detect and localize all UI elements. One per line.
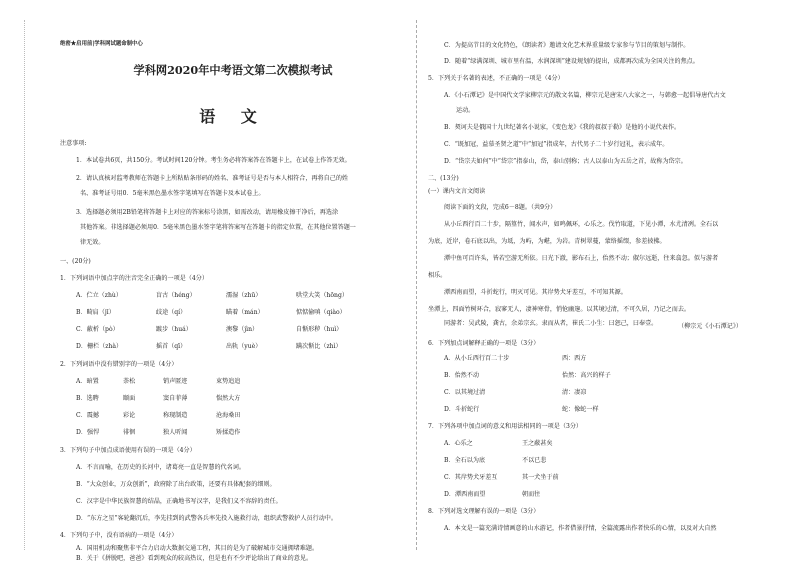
q7-b-1: B．全石以为底 (444, 457, 486, 464)
passage-line: 从小丘西行百二十步，隔篁竹，闻水声，如鸣佩环，心乐之。伐竹取道，下见小潭，水尤清冽。全石以 (444, 221, 719, 228)
q7-a-1: A．心乐之 (444, 440, 473, 447)
q1-d-3: 出轨（yuè） (226, 343, 262, 350)
q5-b: B．契诃夫是俄国十九世纪著名小说家，《变色龙》《我的叔叔于勒》是他的小说代表作。 (444, 124, 681, 131)
q6-a-meaning: 西：西方 (562, 355, 587, 362)
q6-b-text: B．佁然不动 (444, 372, 479, 379)
section1-heading: 一、(20分) (60, 258, 91, 265)
q3-d: D．“东方之星”客轮翻沉后，李先挂到的武警各兵率先投入施救行动，组织武警救护人员行动中。 (76, 515, 337, 522)
column-divider (416, 20, 417, 550)
q2-a-1: A．暗置 (76, 378, 99, 385)
q1-a-1: A．伫立（zhù） (76, 292, 122, 299)
q6-d-text: D．斗折蛇行 (444, 406, 480, 413)
q2-b-3: 窦自菲薄 (163, 395, 188, 402)
q2-stem: 2．下列词语中没有错别字的一项是（4分） (60, 361, 178, 368)
q1-d-2: 摇首（qī） (156, 343, 187, 350)
q1-stem: 1．下列词语中加点字的注音完全正确的一项是（4分） (60, 275, 208, 282)
q2-b-1: B．选聘 (76, 395, 99, 402)
note-3a: 3．选择题必须用2B铅笔将答题卡上对应的答案标号涂黑，如需改动，请用橡皮擦干净后，再选涂 (76, 209, 339, 216)
q2-d-4: 矫揉造作 (216, 429, 241, 436)
q4-stem: 4．下列句子中，没有语病的一项是（4分） (60, 532, 178, 539)
q6-stem: 6．下列加点词解释正确的一项是（3分） (428, 340, 540, 347)
q5-d: D．“岱宗夫如何”中“岱宗”指泰山，岱，泰山别称；古人以泰山为五岳之首，故称为岱宗。 (444, 158, 687, 165)
subsection-heading: (一）课内文言文阅读 (428, 188, 486, 195)
q1-b-2: 歧途（qí） (156, 309, 187, 316)
secret-mark: 绝密★启用前|学科网试题命制中心 (60, 41, 143, 47)
passage-line: 同游者：吴武陵，龚古，余弟宗玄。隶而从者，崔氏二小生：曰恕己，曰奉壹。 (444, 320, 658, 327)
q6-d-meaning: 蛇：像蛇一样 (562, 406, 599, 413)
q3-a: A．不言而喻，在历史的长河中，诸葛亮一直是智慧的代名词。 (76, 464, 245, 471)
note-2b: 名、准考证号用0．5毫米黑色墨水签字笔填写在答题卡及本试卷上。 (80, 190, 265, 197)
q1-c-2: 踱步（huá） (156, 326, 192, 333)
q7-c-2: 其一犬坐于前 (522, 474, 559, 481)
q1-a-3: 濡湿（zhū） (226, 292, 262, 299)
q2-d-3: 独人听闻 (163, 429, 188, 436)
q2-c-4: 沧海桑田 (216, 412, 241, 419)
q4-c: C．为提高节目的文化特色，《朗读者》邀请文化艺术界重量级专家参与节目的策划与制作。 (444, 42, 690, 49)
q2-c-1: C．震撼 (76, 412, 99, 419)
q7-d-2: 朝而往 (522, 491, 541, 498)
q2-d-2: 徘徊 (123, 429, 136, 436)
q5-stem: 5．下列关于名著的表述，不正确的一项是（4分） (428, 75, 564, 82)
q7-c-1: C．其岸势犬牙差互 (444, 474, 498, 481)
note-3c: 律无效。 (80, 239, 105, 246)
q2-c-3: 称现制造 (163, 412, 188, 419)
q6-c-text: C．以其境过清 (444, 389, 486, 396)
q4-a: A．国用机动和聚焦非平合力启动大数据交通工程，其目的是为了破解城市交通拥堵难题。 (76, 545, 319, 552)
passage-line: 为底，近岸，卷石底以出，为坻，为屿，为嵁，为岩。青树翠蔓，蒙络摇缀，参差披拂。 (428, 238, 666, 245)
q8-stem: 8．下列对选文理解有误的一项是（3分） (428, 508, 540, 515)
q2-a-2: 荼松 (123, 378, 136, 385)
q2-a-4: 束势追追 (216, 378, 241, 385)
subject-title: 语 文 (199, 107, 267, 126)
q7-b-2: 不以已悲 (522, 457, 547, 464)
note-3b: 其他答案。非选择题必须用0．5毫米黑色墨水签字笔将答案写在答题卡的指定位置，在其他位置答题一 (80, 224, 356, 231)
q1-c-1: C．蔽析（pò） (76, 326, 119, 333)
q4-b: B．关于《拼脱吧，爸爸》看到观众的较高热议，但是也有不少评论给出了商业的意见。 (76, 555, 313, 562)
q6-c-meaning: 清：凄凉 (562, 389, 587, 396)
passage-line: 坐潭上，四面竹树环合，寂寥无人，凄神寒骨，悄怆幽邃。以其境过清，不可久居，乃记之而去。 (428, 306, 691, 313)
q7-d-1: D．潭西南而望 (444, 491, 486, 498)
q2-b-2: 颐面 (123, 395, 136, 402)
q5-c: C．“既加冠，益慕圣贤之道”中“加冠”指成年，古代男子二十岁行冠礼，表示成年。 (444, 141, 669, 148)
note-1: 1．本试卷共6页，共150分。考试时间120分钟。考生务必将答案答在答题卡上，在试卷上作答无效。 (76, 157, 351, 164)
binding-line (24, 20, 25, 550)
q1-c-4: 自惭形秽（huì） (296, 326, 343, 333)
q2-c-2: 彩论 (123, 412, 136, 419)
passage-source: （柳宗元《小石潭记》） (678, 323, 742, 330)
note-2a: 2．请认真核对监考教师在答题卡上所粘贴条形码的姓名、准考证号是否与本人相符合，再将自己的姓 (76, 175, 349, 182)
passage-line: 潭西南而望，斗折蛇行，明灭可见。其岸势犬牙差互，不可知其源。 (444, 289, 627, 296)
q1-a-2: 盲古（héng） (156, 292, 196, 299)
q1-a-4: 哄堂大笑（hōng） (296, 292, 348, 299)
q5-a1: A．《小石潭记》是中国代文学家柳宗元的散文名篇，柳宗元是唐宋八大家之一，与韩愈一起倡导唐代古文 (444, 92, 726, 99)
q3-b: B．“大众创业，万众创新”，政府除了出台政策，还要有具体配套的细则。 (76, 481, 276, 488)
q3-c: C．汉字是中华民族智慧的结晶，正确地书写汉字，是我们义不容辞的责任。 (76, 498, 282, 505)
notes-heading: 注意事项: (60, 140, 87, 147)
q1-d-1: D．栅栏（zhà） (76, 343, 123, 350)
q1-d-4: 蹒次惭比（zhì） (296, 343, 342, 350)
reading-intro: 阅读下面的文段，完成6－8题。（共9分） (444, 204, 557, 211)
q2-a-3: 销声匿迹 (163, 378, 188, 385)
q8-a: A．本文是一篇充满诗情画意的山水游记，作者借景抒情，全篇流露出作者快乐的心情，以及对大自然 (444, 525, 717, 532)
q7-stem: 7．下列各项中加点词的意义和用法相同的一项是（3分） (428, 423, 583, 430)
q3-stem: 3．下列句子中加点成语使用有误的一项是（4分） (60, 447, 196, 454)
q1-b-1: B．畸肩（jī） (76, 309, 115, 316)
q1-b-3: 瞄着（mán） (226, 309, 264, 316)
q1-b-4: 惦惦偷嗔（qiào） (296, 309, 346, 316)
section2-heading: 二、(13分) (428, 175, 459, 182)
exam-title: 学科网2020年中考语文第二次模拟考试 (133, 63, 333, 77)
q1-c-3: 澳黎（jìn） (226, 326, 259, 333)
q2-b-4: 惴然大方 (216, 395, 241, 402)
q5-a2: 运动。 (456, 107, 475, 114)
q6-a-text: A．从小丘西行百二十步 (444, 355, 510, 362)
q7-a-2: 王之蔽甚矣 (522, 440, 553, 447)
q2-d-1: D．强悍 (76, 429, 100, 436)
q4-d: D．随着“绿满深圳、城市里有温，水润深圳”建设规划的提出，成都再次成为全国关注的焦点。 (444, 58, 699, 65)
passage-line: 相乐。 (428, 272, 447, 279)
passage-line: 潭中鱼可百许头，皆若空游无所依。日光下澈，影布石上，佁然不动；俶尔远逝，往来翕忽。似与游者 (444, 255, 719, 262)
q6-b-meaning: 佁然：高兴的样子 (562, 372, 611, 379)
